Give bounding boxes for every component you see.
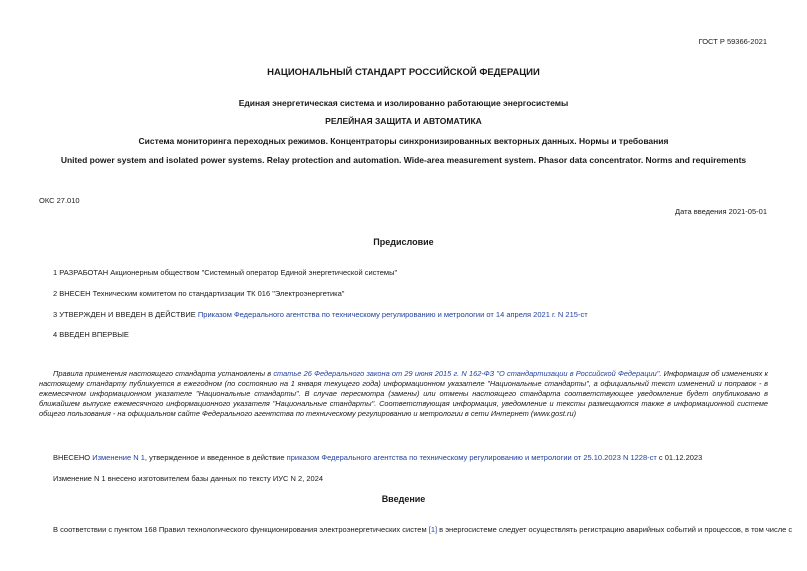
foreword-heading: Предисловие — [373, 237, 434, 247]
introduction-heading: Введение — [381, 494, 426, 504]
subtitle-relay: РЕЛЕЙНАЯ ЗАЩИТА И АВТОМАТИКА — [325, 116, 482, 126]
amendment-note: Изменение N 1 внесено изготовителем базы данных по тексту ИУС N 2, 2024 — [53, 474, 324, 483]
order-1228-link[interactable]: приказом Федерального агентства по техническому регулированию и метрологии от 25.10.2023 N 1228-ст — [286, 453, 657, 462]
document-number: ГОСТ Р 59366-2021 — [698, 37, 767, 46]
order-215-link[interactable]: Приказом Федерального агентства по техническому регулированию и метрологии от 14 апреля 2021 г. N 215-ст — [197, 310, 588, 319]
foreword-item-3 — [53, 310, 588, 319]
subtitle-english: United power system and isolated power systems. Relay protection and automation. Wide-area measurement system. Phasor data concentrator. Norms and requirements — [60, 155, 747, 165]
introduction-text-rest: в энергосистеме следует осуществлять регистрацию аварийных событий и процессов, в том числе с — [437, 525, 793, 534]
amendment-prefix: ВНЕСЕНО — [53, 453, 93, 462]
introduction-text-start: В соответствии с пунктом 168 Правил технологического функционирования электроэнергетических систем — [53, 525, 429, 534]
foreword-item-2: 2 ВНЕСЕН Техническим комитетом по стандартизации ТК 016 "Электроэнергетика" — [53, 289, 345, 298]
federal-law-link[interactable]: статье 26 Федерального закона от 29 июня 2015 г. N 162-ФЗ "О стандартизации в Российской Федерации" — [273, 369, 660, 378]
intro-date: Дата введения 2021-05-01 — [675, 207, 767, 216]
foreword-item-4: 4 ВВЕДЕН ВПЕРВЫЕ — [53, 330, 129, 339]
amendment-middle: , утвержденное и введенное в действие — [144, 453, 287, 462]
subtitle-system: Единая энергетическая система и изолированно работающие энергосистемы — [238, 98, 569, 108]
reference-1-link[interactable]: [1] — [428, 525, 438, 534]
subtitle-monitoring: Система мониторинга переходных режимов. Концентраторы синхронизированных векторных данных. Нормы и требования — [138, 136, 669, 146]
oks-code: ОКС 27.010 — [39, 196, 80, 205]
standard-title: НАЦИОНАЛЬНЫЙ СТАНДАРТ РОССИЙСКОЙ ФЕДЕРАЦИИ — [267, 67, 540, 78]
foreword-item-1: 1 РАЗРАБОТАН Акционерным обществом "Системный оператор Единой энергетической системы" — [53, 268, 398, 277]
rules-paragraph — [39, 369, 768, 419]
rules-text-start: Правила применения настоящего стандарта установлены в — [53, 369, 274, 378]
amendment-line — [53, 453, 702, 462]
foreword-item-3-text: 3 УТВЕРЖДЕН И ВВЕДЕН В ДЕЙСТВИЕ — [53, 310, 198, 319]
introduction-paragraph — [53, 525, 792, 534]
rules-text-rest: . Информация об изменениях к настоящему стандарту публикуется в ежегодном (по состоянию на 1 января текущего года) информационном указателе "Национальные стандарты", а официальный текст изменений и поправок - в ежемесячном информационном указателе "Национальные стандарты". В случае пересмотра (замены) или отмены настоящего стандарта соответствующее уведомление будет опубликовано в ближайшем выпуске ежемесячного информационного указателя "Национальные стандарты". Соответствующая информация, уведомление и тексты размещаются также в информационной системе общего пользования - на официальном сайте Федерального агентства по техническому регулированию и метрологии в сети Интернет (www.gost.ru) — [39, 369, 768, 418]
amendment-suffix: с 01.12.2023 — [656, 453, 703, 462]
amendment-1-link[interactable]: Изменение N 1 — [92, 453, 145, 462]
